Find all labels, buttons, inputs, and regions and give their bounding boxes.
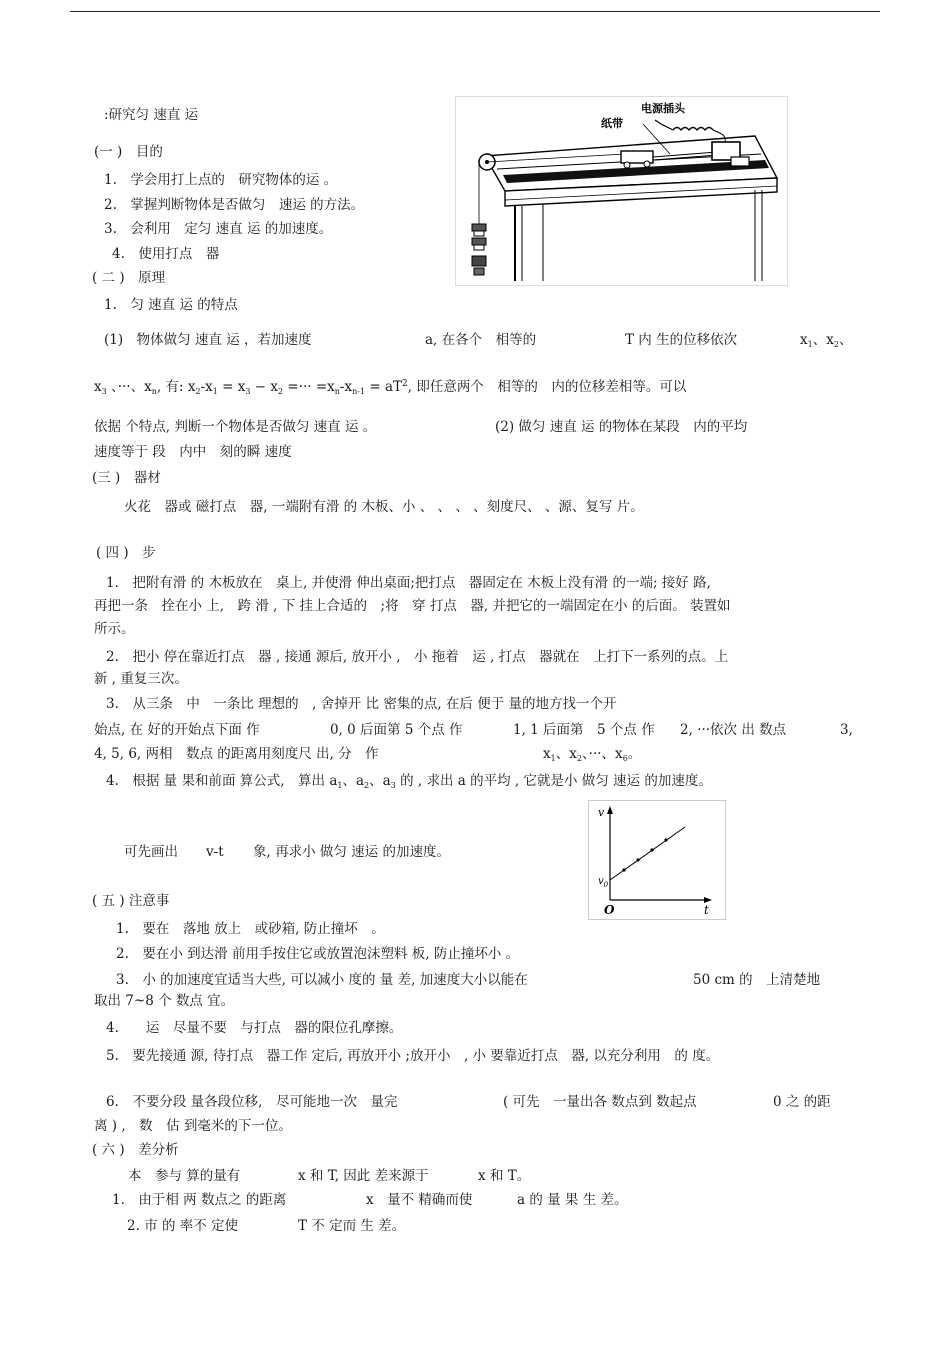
vt-graph: [588, 800, 726, 920]
text-line: 本 参与 算的量有: [128, 1168, 241, 1184]
data-point: [636, 858, 639, 861]
text-line: 始点, 在 好的开始点下面 作: [94, 722, 260, 738]
text-line: 4, 5, 6, 两相 数点 的距离用刻度尺 出, 分 作: [94, 746, 379, 762]
text-line: 2. 把小 停在靠近打点 器 , 接通 源后, 放开小 , 小 拖着 运 , 打点 器就在 上打下一系列的点。上: [106, 649, 729, 665]
section-6-heading: ( 六 ) 差分析: [92, 1142, 179, 1158]
text-line: 6. 不要分段 量各段位移, 尽可能地一次 量完: [106, 1094, 398, 1110]
data-point: [664, 838, 667, 841]
text-line: (1) 物体做匀 速直 运 ，若加速度: [104, 332, 312, 348]
text-line: 3. 小 的加速度宜适当大些, 可以减小 度的 量 差, 加速度大小以能在: [116, 972, 528, 988]
section-5-heading: ( 五 ) 注意事: [92, 893, 170, 909]
text-line: 1, 1 后面第 5 个点 作: [513, 722, 655, 738]
origin-label: O: [604, 903, 615, 917]
text-line: 0, 0 后面第 5 个点 作: [330, 722, 463, 738]
text-line: ( 可先 一量出各 数点到 数起点: [503, 1094, 697, 1110]
apparatus-figure: [455, 96, 788, 286]
formula-line: $x_3$ 、···、$x_n$, 有: $x_2-x_1 = x_3 - x_2$ =··· $=x_n-x_{n-1} = aT^2$, 即任意两个 相等的 内的位移差相等。可以: [94, 379, 687, 396]
text-line: 50 cm 的 上清楚地: [693, 972, 821, 988]
text-line: T 内 生的位移依次: [625, 332, 738, 348]
text-line: $x_1$、$x_2$、···、$x_6$。: [543, 746, 642, 763]
text-line: 1. 把附有滑 的 木板放在 桌上, 并使滑 伸出桌面;把打点 器固定在 木板上没有滑 的一端; 接好 路,: [106, 575, 711, 591]
tape-label: 纸带: [601, 117, 623, 130]
section-2-heading: ( 二 ) 原理: [92, 270, 166, 286]
text-line: 取出 7~8 个 数点 宜。: [94, 993, 235, 1009]
text-line: 5. 要先接通 源, 待打点 器工作 定后, 再放开小 ;放开小 , 小 要靠近打点 器, 以充分利用 的 度。: [106, 1048, 720, 1064]
text-line: 4. 根据 量 果和前面 算公式, 算出 $a_1$、$a_2$、$a_3$ 的 , 求出 a 的平均 , 它就是小 做匀 速运 的加速度。: [106, 773, 712, 790]
text-line: 1. 由于相 两 数点之 的距离: [112, 1192, 287, 1208]
top-rule: [70, 11, 880, 12]
t-axis-label: t: [704, 903, 709, 917]
text-line: (2) 做匀 速直 运 的物体在某段 内的平均: [495, 419, 748, 435]
text-line: 速度等于 段 内中 刻的瞬 速度: [94, 444, 292, 460]
text-line: x 和 T。: [478, 1168, 531, 1184]
text-line: a, 在各个 相等的: [425, 332, 537, 348]
section-3-heading: (三 ) 器材: [92, 470, 161, 486]
text-line: 离 ) , 数 估 到毫米的下一位。: [94, 1118, 292, 1134]
text-line: T 不 定而 生 差。: [298, 1218, 406, 1234]
data-point: [622, 868, 625, 871]
text-line: 新 , 重复三次。: [94, 671, 188, 687]
text-line: 依据 个特点, 判断一个物体是否做匀 速直 运 。: [94, 419, 377, 435]
text-line: v-t: [206, 844, 224, 860]
text-line: $x_1$、$x_2$、: [800, 332, 853, 349]
text-line: 可先画出: [124, 844, 178, 860]
text-line: x 和 T, 因此 差来源于: [298, 1168, 429, 1184]
text-line: 3. 从三条 中 一条比 理想的 , 舍掉开 比 密集的点, 在后 便于 量的地方找一个开: [106, 696, 617, 712]
velocity-line: [610, 827, 685, 880]
plug-label: 电源插头: [641, 102, 685, 115]
list-item: 2. 掌握判断物体是否做匀 速运 的方法。: [104, 197, 365, 213]
principle-sub-heading: 1. 匀 速直 运 的特点: [104, 297, 238, 313]
text-line: 所示。: [94, 621, 135, 637]
text-line: x 量不 精确而使: [366, 1192, 473, 1208]
text-line: 象, 再求小 做匀 速运 的加速度。: [253, 844, 450, 860]
section-1-heading: (一 ) 目的: [94, 144, 163, 160]
text-line: a 的 量 果 生 差。: [517, 1192, 628, 1208]
text-line: 2. 要在小 到达滑 前用手按住它或放置泡沫塑料 板, 防止撞坏小 。: [116, 946, 520, 962]
text-line: 再把一条 拴在小 上, 跨 滑 , 下 挂上合适的 ;将 穿 打点 器, 并把它的一端固定在小 的后面。 装置如: [94, 598, 731, 614]
list-item: 4. 使用打点 器: [112, 246, 220, 262]
list-item: 3. 会利用 定匀 速直 运 的加速度。: [104, 221, 333, 237]
text-line: 1. 要在 落地 放上 或砂箱, 防止撞坏 。: [116, 921, 385, 937]
text-line: 4. 运 尽量不要 与打点 器的限位孔摩擦。: [106, 1020, 403, 1036]
text-line: 0 之 的距: [773, 1094, 831, 1110]
list-item: 1. 学会用打上点的 研究物体的运 。: [104, 172, 338, 188]
text-line: 3,: [840, 722, 853, 738]
equipment-text: 火花 器或 磁打点 器, 一端附有滑 的 木板、小 、 、 、 、刻度尺、 、源、复写 片。: [124, 499, 644, 515]
text-line: 2, ···依次 出 数点: [680, 722, 787, 738]
text-line: 2. 市 的 率不 定使: [127, 1218, 239, 1234]
section-4-heading: ( 四 ) 步: [96, 545, 156, 561]
page-title: :研究匀 速直 运: [104, 107, 199, 123]
v-axis-label: v: [598, 806, 605, 819]
v0-label: $v_0$: [598, 876, 609, 889]
y-axis-arrow: [607, 806, 613, 814]
data-point: [650, 848, 653, 851]
